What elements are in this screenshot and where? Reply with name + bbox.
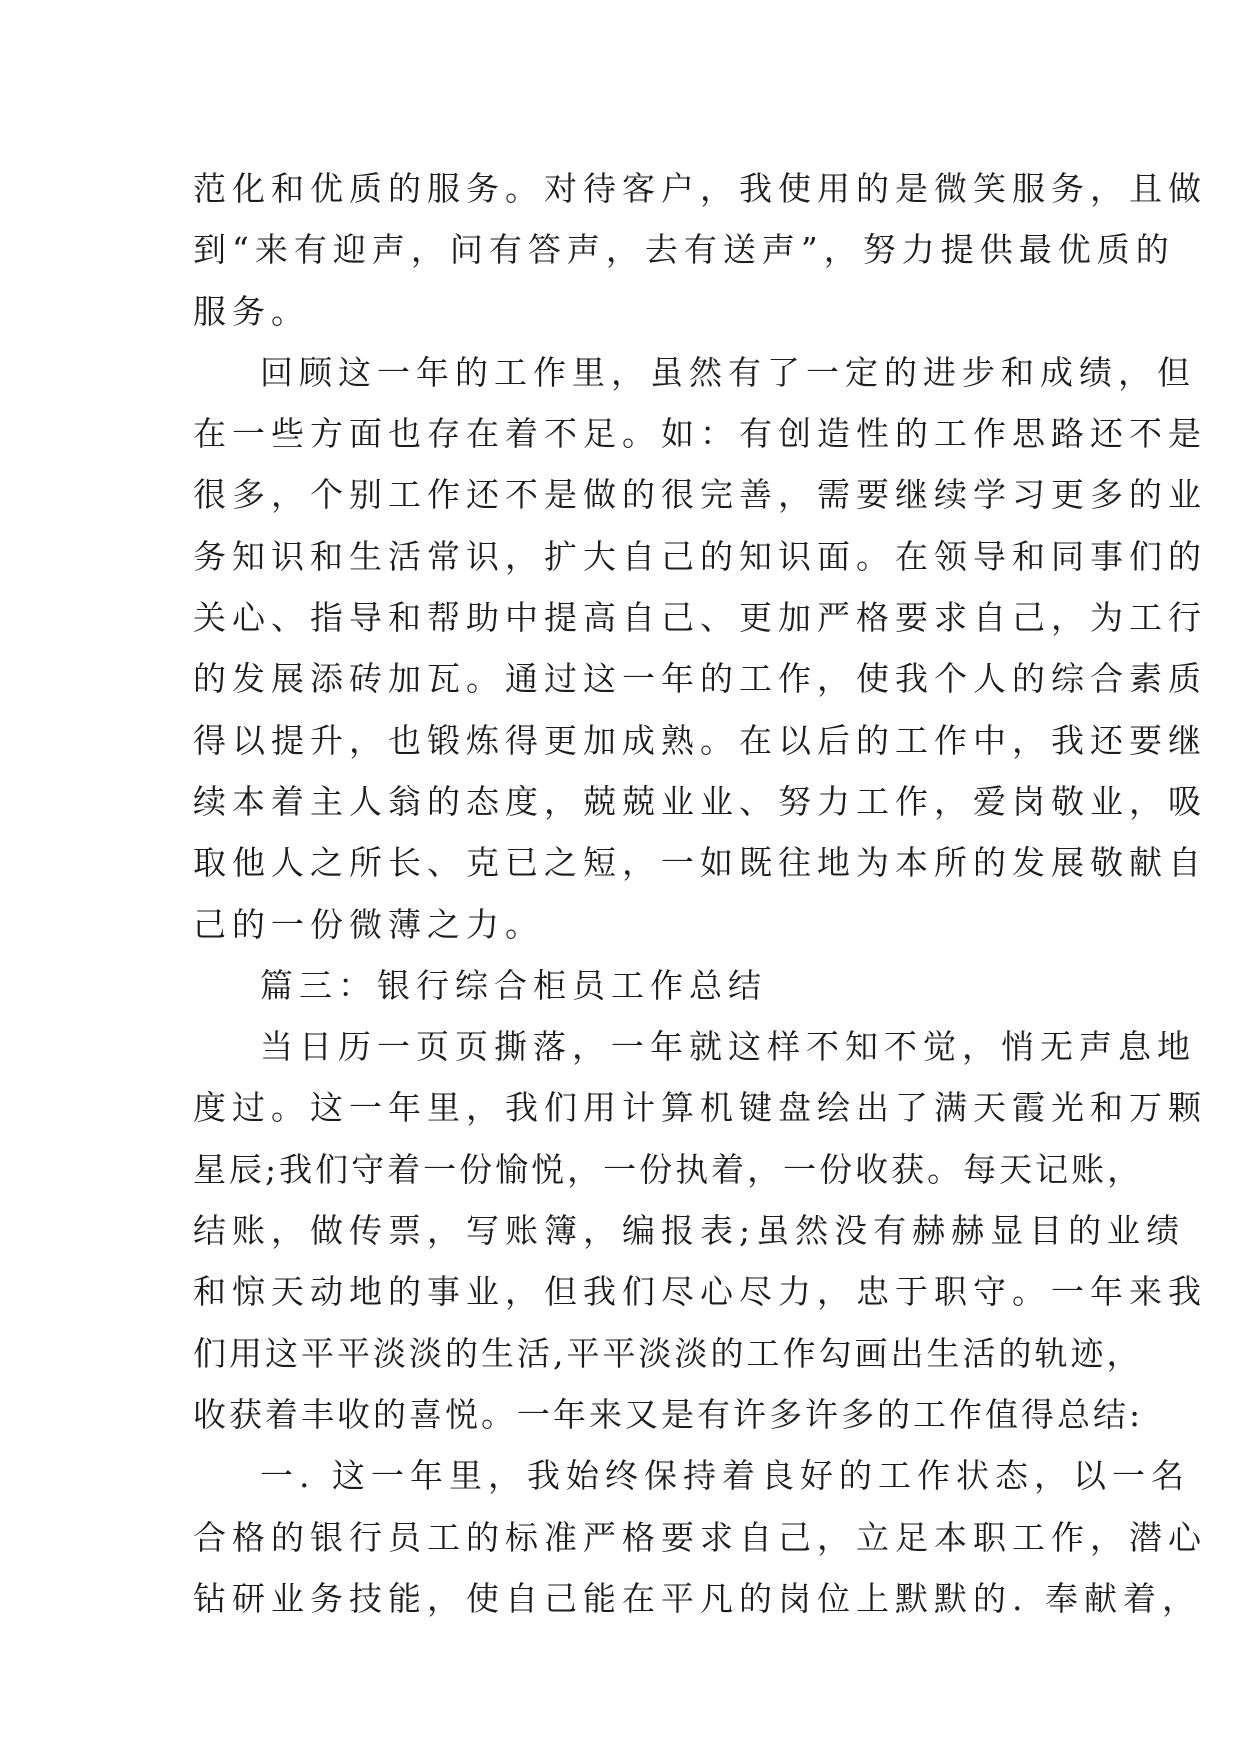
text-line: 结账，做传票，写账簿，编报表;虽然没有赫赫显目的业绩 xyxy=(193,1211,1186,1251)
text-line: 到“来有迎声，问有答声，去有送声”，努力提供最优质的 xyxy=(193,230,1175,270)
text-line: 星辰;我们守着一份愉悦，一份执着，一份收获。每天记账， xyxy=(193,1149,1144,1189)
text-line: 很多，个别工作还不是做的很完善，需要继续学习更多的业 xyxy=(193,475,1207,515)
text-line: 得以提升，也锻炼得更加成熟。在以后的工作中，我还要继 xyxy=(193,720,1207,760)
text-line: 钻研业务技能，使自己能在平凡的岗位上默默的. 奉献着， xyxy=(193,1578,1201,1618)
text-line: 一. 这一年里，我始终保持着良好的工作状态，以一名 xyxy=(260,1456,1190,1496)
text-line: 的发展添砖加瓦。通过这一年的工作，使我个人的综合素质 xyxy=(193,659,1207,699)
text-line: 篇三：银行综合柜员工作总结 xyxy=(260,965,767,1005)
text-line: 回顾这一年的工作里，虽然有了一定的进步和成绩，但 xyxy=(260,352,1196,392)
text-line: 合格的银行员工的标准严格要求自己，立足本职工作，潜心 xyxy=(193,1517,1207,1557)
text-line: 取他人之所长、克已之短，一如既往地为本所的发展敬献自 xyxy=(193,843,1207,883)
body-text xyxy=(193,158,1207,1629)
text-line: 务知识和生活常识，扩大自己的知识面。在领导和同事们的 xyxy=(193,536,1207,576)
text-line: 关心、指导和帮助中提高自己、更加严格要求自己，为工行 xyxy=(193,598,1207,638)
text-line: 续本着主人翁的态度，兢兢业业、努力工作，爱岗敬业，吸 xyxy=(193,781,1207,821)
text-line: 己的一份微薄之力。 xyxy=(193,904,544,944)
text-line: 范化和优质的服务。对待客户，我使用的是微笑服务，且做 xyxy=(193,169,1207,208)
text-line: 和惊天动地的事业，但我们尽心尽力，忠于职守。一年来我 xyxy=(193,1272,1207,1312)
text-line: 收获着丰收的喜悦。一年来又是有许多许多的工作值得总结: xyxy=(193,1394,1144,1434)
text-line: 服务。 xyxy=(193,291,310,331)
text-line: 当日历一页页撕落，一年就这样不知不觉，悄无声息地 xyxy=(260,1027,1196,1067)
text-line: 们用这平平淡淡的生活,平平淡淡的工作勾画出生活的轨迹， xyxy=(193,1333,1143,1373)
text-line: 度过。这一年里，我们用计算机键盘绘出了满天霞光和万颗 xyxy=(193,1088,1207,1128)
text-line: 在一些方面也存在着不足。如：有创造性的工作思路还不是 xyxy=(193,414,1207,454)
